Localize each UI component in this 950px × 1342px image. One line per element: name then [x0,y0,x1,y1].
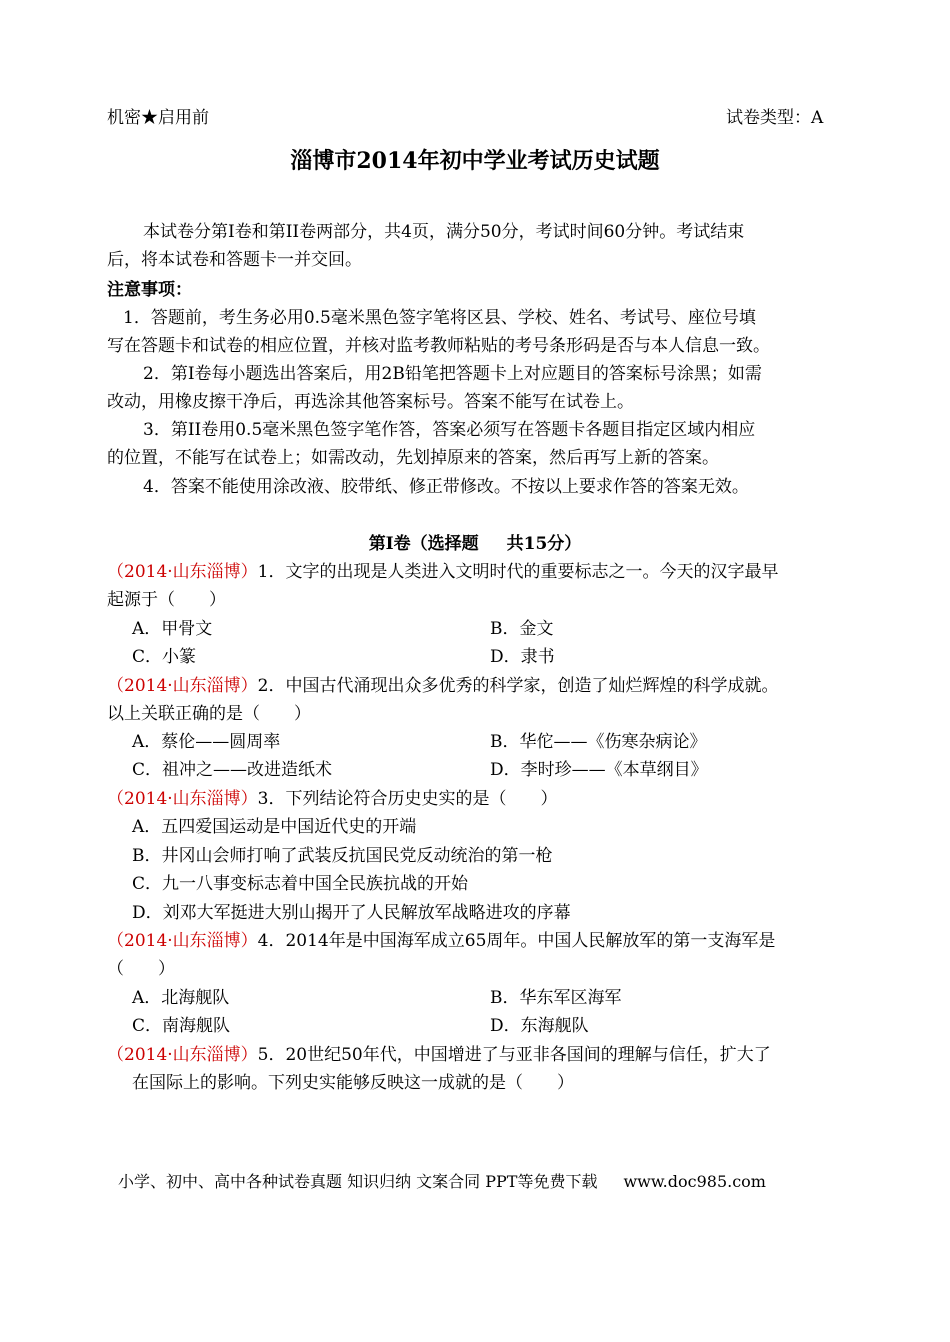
question-stem: （2014·山东淄博）1．文字的出现是人类进入文明时代的重要标志之一。今天的汉字最早 [107,562,779,582]
notice-line: 的位置，不能写在试卷上；如需改动，先划掉原来的答案，然后再写上新的答案。 [107,448,719,468]
page-title: 淄博市2014年初中学业考试历史试题 [290,148,660,174]
option: D．李时珍——《本草纲目》 [490,760,708,780]
footer-text: 小学、初中、高中各种试卷真题 知识归纳 文案合同 PPT等免费下载 [118,1172,598,1191]
option: D．刘邓大军挺进大别山揭开了人民解放军战略进攻的序幕 [132,903,571,923]
question-source: （2014·山东淄博） [107,562,258,582]
footer-url[interactable]: www.doc985.com [623,1172,766,1191]
question-source: （2014·山东淄博） [107,931,258,951]
question-stem: （2014·山东淄博）4．2014年是中国海军成立65周年。中国人民解放军的第一支海军是 [107,931,776,951]
notice-line: 4．答案不能使用涂改液、胶带纸、修正带修改。不按以上要求作答的答案无效。 [143,477,749,497]
section-heading [0,534,950,554]
notice-line: 1．答题前，考生务必用0.5毫米黑色签字笔将区县、学校、姓名、考试号、座位号填 [123,308,756,328]
question-stem: （2014·山东淄博）3．下列结论符合历史史实的是（ ） [107,789,558,809]
notice-line: 写在答题卡和试卷的相应位置，并核对监考教师粘贴的考号条形码是否与本人信息一致。 [107,336,770,356]
option: B．井冈山会师打响了武装反抗国民党反动统治的第一枪 [132,846,553,866]
option: C．小篆 [132,647,197,667]
option: B．华东军区海军 [490,988,622,1008]
footer [118,1169,766,1192]
section-label: 第I卷（选择题 [368,534,479,554]
question-stem: （2014·山东淄博）2．中国古代涌现出众多优秀的科学家，创造了灿烂辉煌的科学成就。 [107,676,779,696]
question-source: （2014·山东淄博） [107,1045,258,1065]
option: D．东海舰队 [490,1016,589,1036]
option: C．南海舰队 [132,1016,231,1036]
intro-line: 本试卷分第I卷和第II卷两部分，共4页，满分50分，考试时间60分钟。考试结束 [143,222,745,242]
confidential-label: 机密★启用前 [107,108,209,128]
notice-line: 3．第II卷用0.5毫米黑色签字笔作答，答案必须写在答题卡各题目指定区域内相应 [143,420,756,440]
option: A．北海舰队 [132,988,230,1008]
question-stem: （2014·山东淄博）5．20世纪50年代，中国增进了与亚非各国间的理解与信任，扩大了 [107,1045,771,1065]
notice-line: 2．第I卷每小题选出答案后，用2B铅笔把答题卡上对应题目的答案标号涂黑；如需 [143,364,762,384]
option: C．九一八事变标志着中国全民族抗战的开始 [132,874,469,894]
question-stem-cont: 以上关联正确的是（ ） [107,704,311,724]
option: B．金文 [490,619,554,639]
notice-line: 改动，用橡皮擦干净后，再选涂其他答案标号。答案不能写在试卷上。 [107,392,634,412]
question-source: （2014·山东淄博） [107,676,258,696]
option: B．华佗——《伤寒杂病论》 [490,732,707,752]
option: A．蔡伦——圆周率 [132,732,281,752]
option: A．甲骨文 [132,619,213,639]
question-stem-cont: 起源于（ ） [107,590,226,610]
option: D．隶书 [490,647,555,667]
intro-line: 后，将本试卷和答题卡一并交回。 [107,250,362,270]
question-stem-cont: （ ） [107,959,175,979]
section-points: 共15分） [506,534,582,554]
notice-heading: 注意事项： [107,280,192,300]
paper-type-label: 试卷类型：A [726,108,824,128]
question-stem-cont: 在国际上的影响。下列史实能够反映这一成就的是（ ） [132,1073,574,1093]
option: C．祖冲之——改进造纸术 [132,760,333,780]
option: A．五四爱国运动是中国近代史的开端 [132,817,417,837]
question-source: （2014·山东淄博） [107,789,258,809]
